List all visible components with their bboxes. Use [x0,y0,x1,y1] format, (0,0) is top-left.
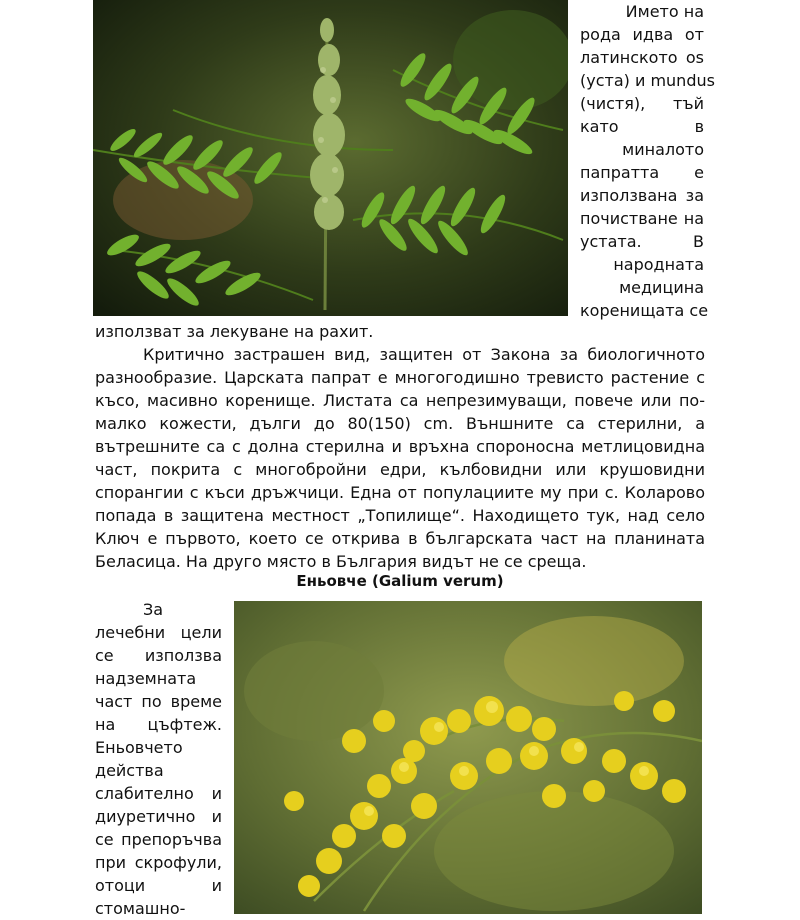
text-line: диуретично и [95,807,222,826]
text-line: почистване на [580,209,704,228]
text-line: коренищата се [580,301,709,320]
text-line: лечебни цели [95,623,222,642]
text-line: се използва [95,646,222,665]
paragraph-osmunda-description: Критично застрашен вид, защитен от Закона за биологичното разнообразие. Царската папрат е многогодишно тревисто растение с късо, масивно коренище. Листата са непрезимуващи, повече или по-малко кожести, дълги до 80(150) cm. Външните са стерилни, а вътрешните са с долна стерилна и връхна спороносна метлицовидна част, покрита с многобройни едри, кълбовидни или крушовидни спорангии с къси дръжчици. Една от популациите му при с. Коларово попада в защитена местност „Топилище“. Находището тук, над село Ключ е първото, което се открива в българската част на планината Беласица. На друго място в България видът не се среща. [95,345,705,571]
text-line: народната [613,255,704,274]
text-line: папратта е [580,163,704,182]
text-line: се препоръчва [95,830,222,849]
galium-photo-graphic [234,601,702,914]
text-line: слабително и [95,784,222,803]
text-line: при скрофули, [95,853,222,872]
fern-photo [93,0,568,316]
galium-side-text [95,598,222,920]
fern-side-text [580,0,715,322]
fern-photo-graphic [93,0,568,316]
text-line: стомашно- [95,899,186,918]
galium-photo [234,601,702,914]
text-line: За [143,600,164,619]
text-line: (уста) и mundus [580,71,715,90]
text-line: миналото [622,140,704,159]
text-line: отоци и [95,876,222,895]
text-line: латинското os [580,48,704,67]
section-heading: Еньовче (Galium verum) [296,572,504,590]
text-line: използвана за [580,186,704,205]
paragraph-continuation: използват за лекуване на рахит. [95,322,374,341]
text-line: действа [95,761,164,780]
text-line: Еньовчето [95,738,183,757]
text-line: Името на [625,2,704,21]
text-line: надземната [95,669,197,688]
text-line: устата. В [580,232,704,251]
text-line: (чистя), тъй [580,94,704,113]
text-line: на цъфтеж. [95,715,222,734]
text-line: медицина [619,278,704,297]
text-line: част по време [95,692,222,711]
text-line: като в [580,117,704,136]
text-line: рода идва от [580,25,704,44]
